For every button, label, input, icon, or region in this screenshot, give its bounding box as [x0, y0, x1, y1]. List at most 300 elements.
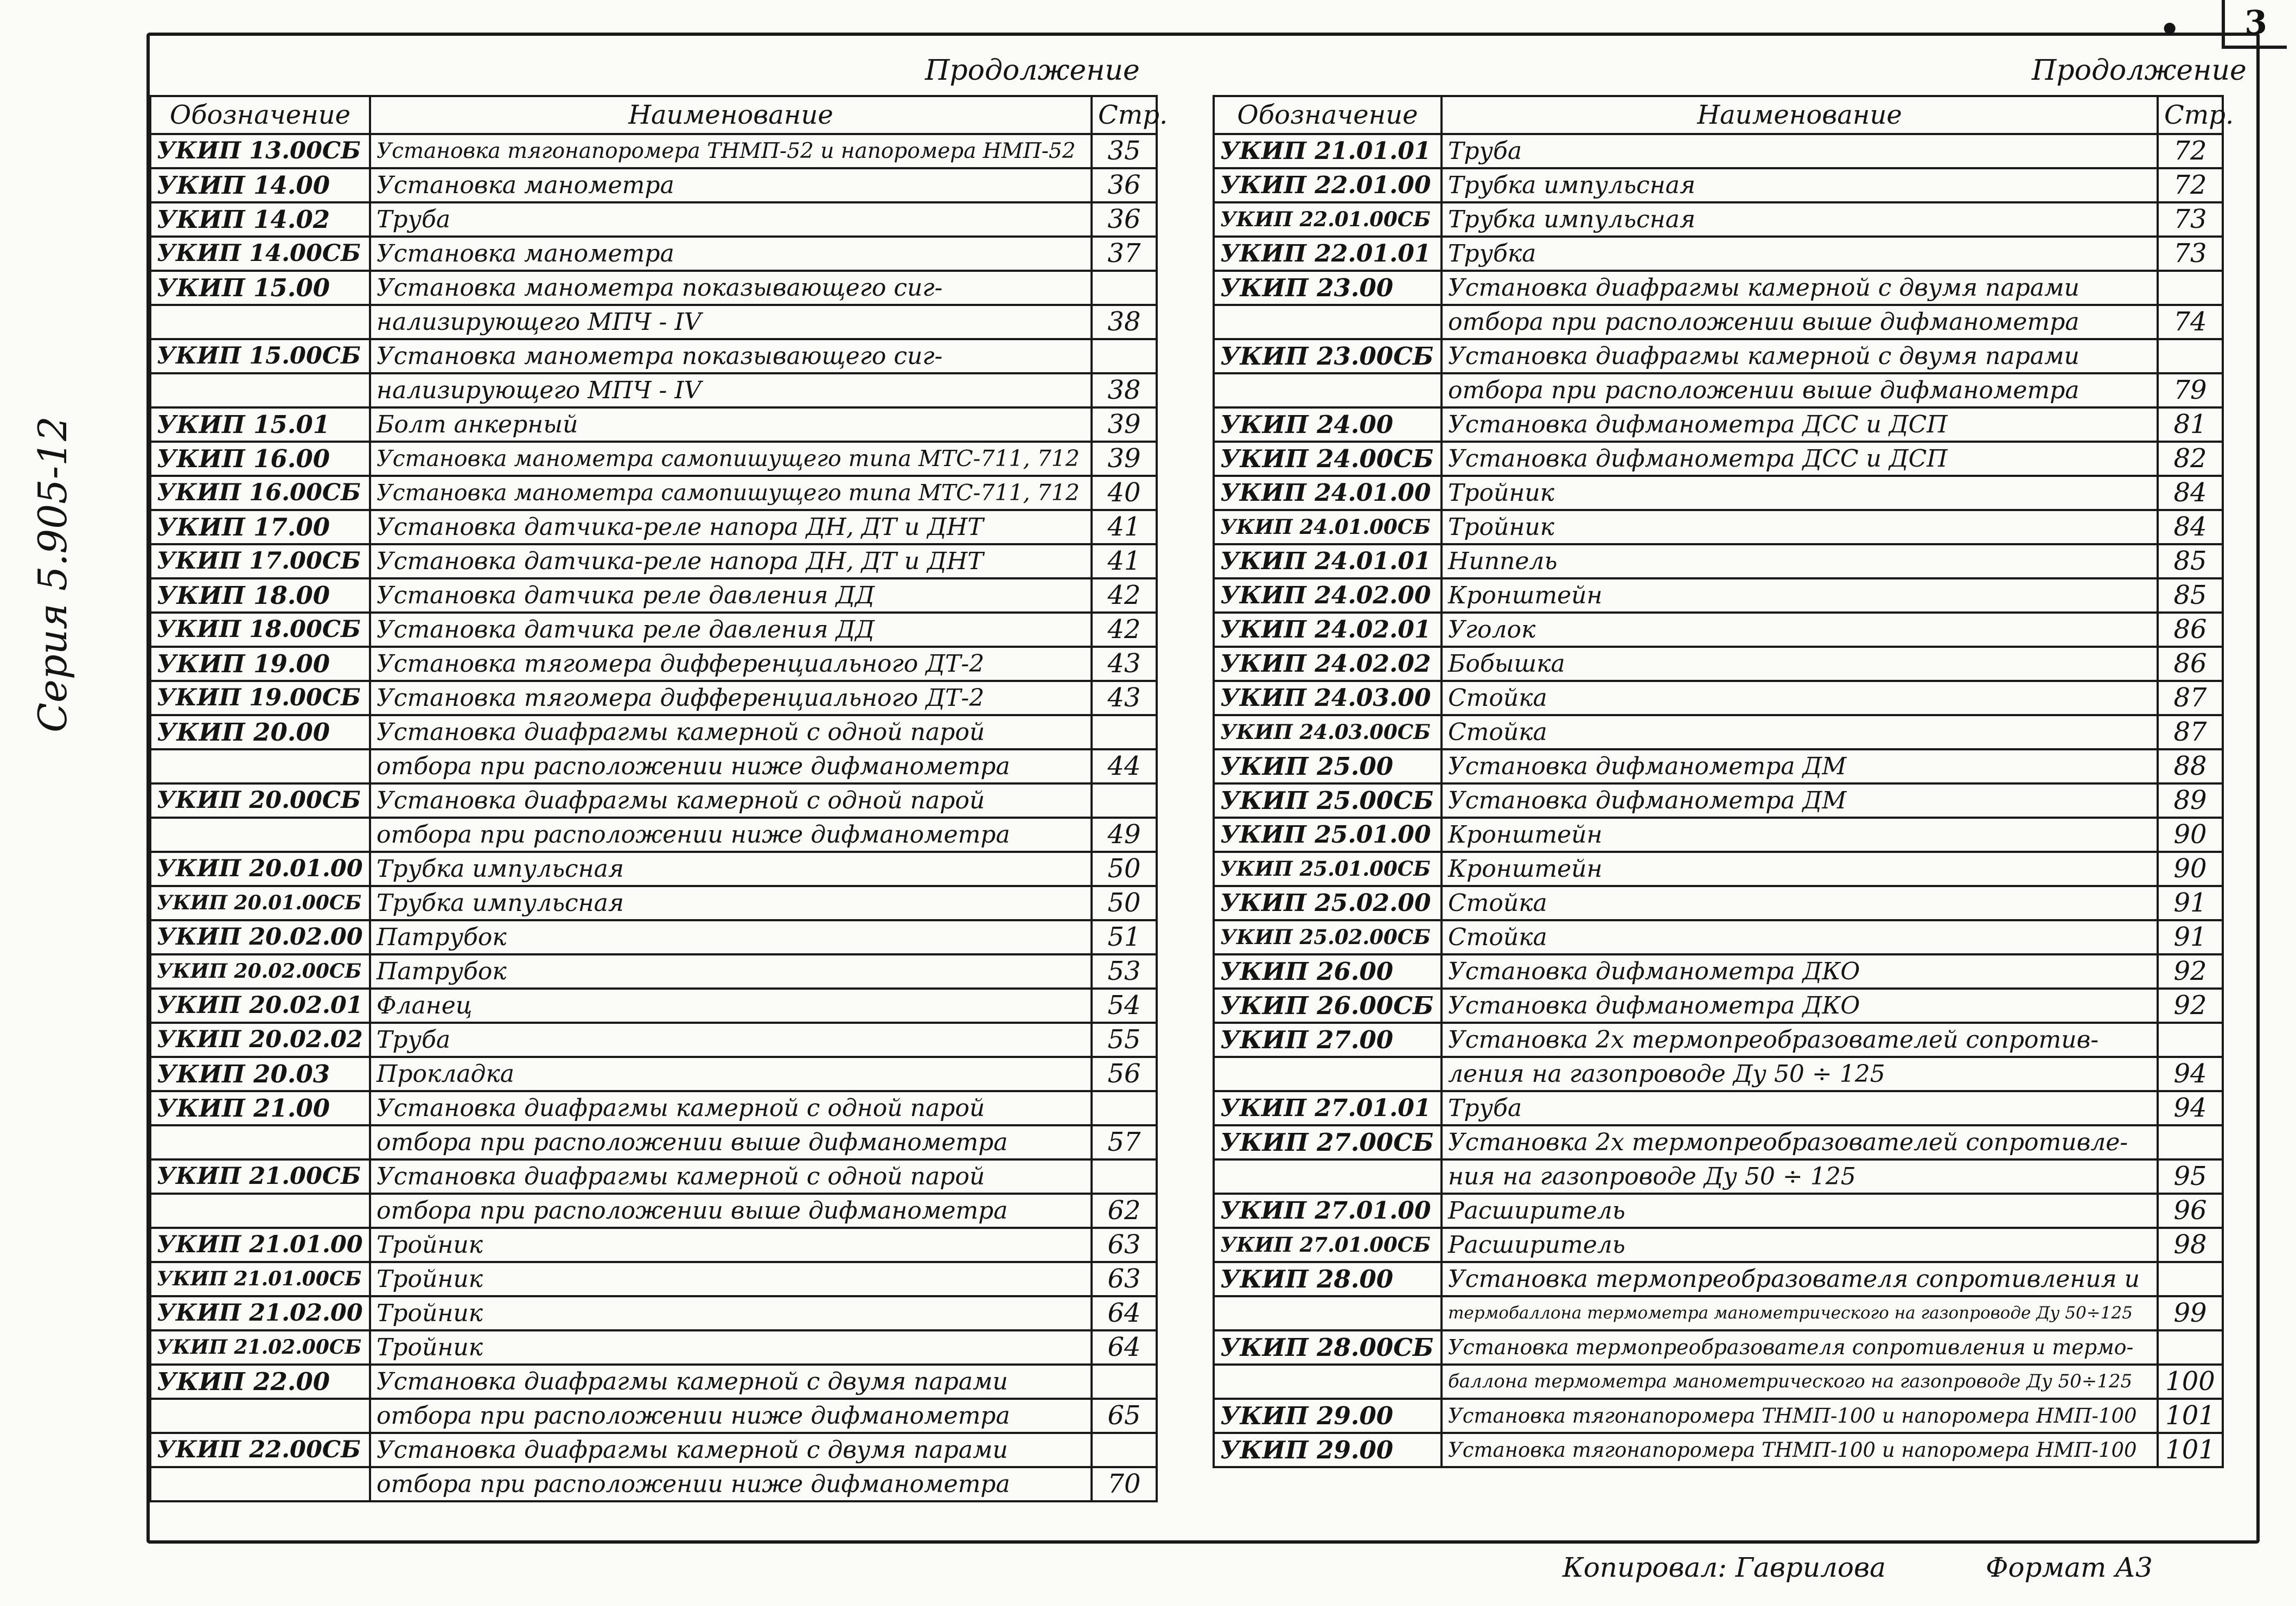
table-row — [1214, 920, 2223, 954]
cell-name: Патрубок — [370, 954, 1092, 989]
cell-name: Установка тягомера дифференциального ДТ-2 — [370, 647, 1092, 681]
cell-page — [2158, 1125, 2223, 1159]
table-row — [150, 476, 1157, 510]
table-row — [1214, 647, 2223, 681]
table-row — [1214, 1091, 2223, 1125]
cell-code: УКИП 24.02.02 — [1214, 647, 1442, 681]
cell-code: УКИП 23.00СБ — [1214, 339, 1442, 373]
cell-code: УКИП 22.01.00СБ — [1214, 202, 1442, 237]
cell-code: УКИП 14.00 — [150, 168, 370, 202]
cell-page: 36 — [1092, 168, 1157, 202]
table-row — [1214, 818, 2223, 852]
cell-code: УКИП 27.01.00СБ — [1214, 1228, 1442, 1262]
cell-page: 101 — [2158, 1399, 2223, 1433]
cell-name: Фланец — [370, 989, 1092, 1023]
cell-name: Труба — [1442, 1091, 2158, 1125]
cell-code — [150, 373, 370, 407]
cell-name: Установка дифманометра ДМ — [1442, 783, 2158, 818]
cell-name: Тройник — [370, 1296, 1092, 1330]
table-row — [150, 1228, 1157, 1262]
cell-code: УКИП 20.02.01 — [150, 989, 370, 1023]
table-row — [1214, 339, 2223, 373]
cell-page: 57 — [1092, 1125, 1157, 1159]
table-row — [1214, 783, 2223, 818]
cell-name: Стойка — [1442, 920, 2158, 954]
cell-name: Бобышка — [1442, 647, 2158, 681]
cell-page: 86 — [2158, 647, 2223, 681]
cell-name: Установка тягонапоромера ТНМП-100 и напоромера НМП-100 — [1442, 1399, 2158, 1433]
cell-name: Стойка — [1442, 886, 2158, 920]
cell-name: Установка диафрагмы камерной с двумя парами — [1442, 339, 2158, 373]
cell-name: Стойка — [1442, 715, 2158, 749]
left-index-table — [149, 95, 1168, 1502]
cell-page: 79 — [2158, 373, 2223, 407]
table-row — [150, 613, 1157, 647]
table-row — [150, 168, 1157, 202]
cell-page: 90 — [2158, 818, 2223, 852]
cell-code: УКИП 20.02.00 — [150, 920, 370, 954]
cell-name: отбора при расположении ниже дифманометра — [370, 749, 1092, 783]
table-row — [1214, 749, 2223, 783]
cell-code: УКИП 22.01.01 — [1214, 237, 1442, 271]
table-row — [150, 510, 1157, 544]
cell-name: Уголок — [1442, 613, 2158, 647]
left-table-header — [150, 96, 1157, 134]
table-row — [1214, 373, 2223, 407]
cell-code: УКИП 20.00 — [150, 715, 370, 749]
cell-name: отбора при расположении выше дифманометра — [370, 1125, 1092, 1159]
table-row — [150, 202, 1157, 237]
cell-code: УКИП 28.00СБ — [1214, 1330, 1442, 1365]
cell-page: 94 — [2158, 1057, 2223, 1091]
cell-page: 64 — [1092, 1330, 1157, 1365]
table-row — [150, 647, 1157, 681]
cell-name: Установка манометра самопишущего типа МТС-711, 712 — [370, 476, 1092, 510]
cell-page: 89 — [2158, 783, 2223, 818]
cell-page: 43 — [1092, 647, 1157, 681]
cell-code — [1214, 1296, 1442, 1330]
cell-code: УКИП 16.00 — [150, 442, 370, 476]
cell-code — [1214, 305, 1442, 339]
table-row — [1214, 1023, 2223, 1057]
cell-code: УКИП 21.02.00СБ — [150, 1330, 370, 1365]
table-row — [150, 442, 1157, 476]
table-row — [150, 920, 1157, 954]
header-page: Стр. — [1092, 96, 1157, 134]
table-row — [1214, 1433, 2223, 1467]
cell-name: Установка диафрагмы камерной с одной парой — [370, 1159, 1092, 1194]
cell-page: 40 — [1092, 476, 1157, 510]
cell-name: Трубка импульсная — [370, 852, 1092, 886]
cell-page: 100 — [2158, 1365, 2223, 1399]
table-row — [1214, 1330, 2223, 1365]
cell-code: УКИП 26.00 — [1214, 954, 1442, 989]
cell-name: Установка диафрагмы камерной с одной парой — [370, 715, 1092, 749]
cell-page: 73 — [2158, 202, 2223, 237]
cell-page: 50 — [1092, 852, 1157, 886]
cell-page: 54 — [1092, 989, 1157, 1023]
cell-page: 96 — [2158, 1194, 2223, 1228]
cell-name: Установка манометра самопишущего типа МТС-711, 712 — [370, 442, 1092, 476]
cell-page: 36 — [1092, 202, 1157, 237]
table-row — [150, 373, 1157, 407]
dot-mark: • — [2159, 11, 2180, 49]
table-row — [150, 271, 1157, 305]
cell-name: Тройник — [370, 1228, 1092, 1262]
cell-code: УКИП 24.01.00 — [1214, 476, 1442, 510]
cell-page: 42 — [1092, 578, 1157, 613]
series-label: Серия 5.905-12 — [30, 416, 75, 732]
table-row — [150, 1467, 1157, 1501]
cell-code: УКИП 29.00 — [1214, 1399, 1442, 1433]
table-row — [1214, 544, 2223, 578]
table-row — [150, 1091, 1157, 1125]
table-row — [1214, 305, 2223, 339]
cell-code — [1214, 1057, 1442, 1091]
header-name: Наименование — [1442, 96, 2158, 134]
table-row — [150, 1057, 1157, 1091]
cell-name: Установка манометра показывающего сиг- — [370, 271, 1092, 305]
cell-page — [1092, 715, 1157, 749]
table-row — [150, 886, 1157, 920]
cell-name: Установка дифманометра ДСС и ДСП — [1442, 442, 2158, 476]
right-table-header — [1214, 96, 2223, 134]
table-row — [1214, 613, 2223, 647]
cell-page: 72 — [2158, 168, 2223, 202]
cell-name: Установка 2х термопреобразователей сопротив- — [1442, 1023, 2158, 1057]
header-page: Стр. — [2158, 96, 2223, 134]
cell-name: ления на газопроводе Ду 50 ÷ 125 — [1442, 1057, 2158, 1091]
cell-code: УКИП 18.00 — [150, 578, 370, 613]
cell-code: УКИП 20.01.00СБ — [150, 886, 370, 920]
cell-name: Установка датчика-реле напора ДН, ДТ и ДНТ — [370, 544, 1092, 578]
cell-name: Установка датчика реле давления ДД — [370, 613, 1092, 647]
cell-name: Тройник — [1442, 476, 2158, 510]
cell-page — [2158, 339, 2223, 373]
cell-name: Кронштейн — [1442, 578, 2158, 613]
cell-name: Установка термопреобразователя сопротивления и термо- — [1442, 1330, 2158, 1365]
table-row — [150, 1330, 1157, 1365]
cell-page: 82 — [2158, 442, 2223, 476]
cell-code: УКИП 21.02.00 — [150, 1296, 370, 1330]
cell-code: УКИП 24.00 — [1214, 407, 1442, 442]
table-row — [150, 237, 1157, 271]
table-row — [150, 1159, 1157, 1194]
cell-code: УКИП 24.03.00 — [1214, 681, 1442, 715]
cell-code: УКИП 25.01.00СБ — [1214, 852, 1442, 886]
cell-name: Установка тягонапоромера ТНМП-100 и напоромера НМП-100 — [1442, 1433, 2158, 1467]
cell-name: Установка датчика-реле напора ДН, ДТ и ДНТ — [370, 510, 1092, 544]
cell-page: 87 — [2158, 681, 2223, 715]
table-row — [150, 1433, 1157, 1467]
cell-name: Трубка импульсная — [370, 886, 1092, 920]
cell-page — [2158, 271, 2223, 305]
cell-name: Тройник — [1442, 510, 2158, 544]
cell-code — [150, 1125, 370, 1159]
cell-code: УКИП 25.02.00 — [1214, 886, 1442, 920]
table-row — [150, 339, 1157, 373]
cell-code: УКИП 24.01.00СБ — [1214, 510, 1442, 544]
table-row — [1214, 1399, 2223, 1433]
table-row — [1214, 1296, 2223, 1330]
cell-page: 63 — [1092, 1262, 1157, 1296]
header-name: Наименование — [370, 96, 1092, 134]
table-row — [150, 681, 1157, 715]
table-row — [1214, 989, 2223, 1023]
table-row — [150, 715, 1157, 749]
cell-code: УКИП 28.00 — [1214, 1262, 1442, 1296]
right-continuation-title: Продолжение — [2032, 54, 2247, 87]
cell-page — [1092, 1365, 1157, 1399]
table-row — [150, 1023, 1157, 1057]
right-index-table — [1213, 95, 2234, 1468]
cell-page: 35 — [1092, 134, 1157, 168]
cell-name: Расширитель — [1442, 1194, 2158, 1228]
cell-code: УКИП 16.00СБ — [150, 476, 370, 510]
cell-name: Труба — [1442, 134, 2158, 168]
table-row — [1214, 168, 2223, 202]
cell-name: Установка датчика реле давления ДД — [370, 578, 1092, 613]
cell-name: термобаллона термометра манометрического на газопроводе Ду 50÷125 — [1442, 1296, 2158, 1330]
cell-page — [2158, 1262, 2223, 1296]
cell-code: УКИП 26.00СБ — [1214, 989, 1442, 1023]
cell-name: Кронштейн — [1442, 818, 2158, 852]
table-row — [1214, 1228, 2223, 1262]
cell-page: 95 — [2158, 1159, 2223, 1194]
cell-name: Кронштейн — [1442, 852, 2158, 886]
cell-page: 73 — [2158, 237, 2223, 271]
table-row — [1214, 715, 2223, 749]
cell-name: отбора при расположении выше дифманометра — [1442, 305, 2158, 339]
cell-name: Установка термопреобразователя сопротивления и — [1442, 1262, 2158, 1296]
cell-code — [150, 1467, 370, 1501]
cell-code: УКИП 21.01.00 — [150, 1228, 370, 1262]
table-row — [1214, 954, 2223, 989]
cell-code: УКИП 29.00 — [1214, 1433, 1442, 1467]
cell-page: 85 — [2158, 578, 2223, 613]
cell-name: Тройник — [370, 1330, 1092, 1365]
cell-name: Ниппель — [1442, 544, 2158, 578]
cell-page: 64 — [1092, 1296, 1157, 1330]
table-row — [150, 989, 1157, 1023]
cell-name: Установка 2х термопреобразователей сопротивле- — [1442, 1125, 2158, 1159]
cell-page: 99 — [2158, 1296, 2223, 1330]
table-row — [1214, 442, 2223, 476]
cell-page: 49 — [1092, 818, 1157, 852]
cell-name: Расширитель — [1442, 1228, 2158, 1262]
cell-page: 53 — [1092, 954, 1157, 989]
cell-code — [150, 1399, 370, 1433]
cell-name: Трубка импульсная — [1442, 202, 2158, 237]
cell-code: УКИП 24.02.00 — [1214, 578, 1442, 613]
cell-name: отбора при расположении ниже дифманометра — [370, 818, 1092, 852]
cell-name: Установка тягомера дифференциального ДТ-2 — [370, 681, 1092, 715]
cell-page: 87 — [2158, 715, 2223, 749]
table-row — [150, 407, 1157, 442]
cell-code: УКИП 24.00СБ — [1214, 442, 1442, 476]
cell-name: Стойка — [1442, 681, 2158, 715]
cell-page: 74 — [2158, 305, 2223, 339]
cell-code: УКИП 23.00 — [1214, 271, 1442, 305]
cell-code: УКИП 27.00 — [1214, 1023, 1442, 1057]
cell-name: Установка дифманометра ДСС и ДСП — [1442, 407, 2158, 442]
table-row — [150, 852, 1157, 886]
cell-name: Установка манометра показывающего сиг- — [370, 339, 1092, 373]
cell-page: 90 — [2158, 852, 2223, 886]
cell-code — [150, 305, 370, 339]
table-row — [150, 954, 1157, 989]
cell-name: Установка диафрагмы камерной с одной парой — [370, 783, 1092, 818]
cell-code: УКИП 27.01.00 — [1214, 1194, 1442, 1228]
table-row — [1214, 202, 2223, 237]
cell-page: 92 — [2158, 954, 2223, 989]
table-row — [1214, 1365, 2223, 1399]
cell-name: Установка дифманометра ДКО — [1442, 954, 2158, 989]
cell-page: 84 — [2158, 476, 2223, 510]
cell-name: Патрубок — [370, 920, 1092, 954]
cell-code: УКИП 18.00СБ — [150, 613, 370, 647]
cell-name: отбора при расположении выше дифманометра — [370, 1194, 1092, 1228]
cell-page: 41 — [1092, 510, 1157, 544]
cell-code: УКИП 13.00СБ — [150, 134, 370, 168]
cell-page: 98 — [2158, 1228, 2223, 1262]
cell-page: 55 — [1092, 1023, 1157, 1057]
cell-code: УКИП 20.03 — [150, 1057, 370, 1091]
cell-page: 37 — [1092, 237, 1157, 271]
table-row — [1214, 1159, 2223, 1194]
cell-page: 65 — [1092, 1399, 1157, 1433]
cell-code: УКИП 22.01.00 — [1214, 168, 1442, 202]
cell-page: 43 — [1092, 681, 1157, 715]
table-row — [150, 1125, 1157, 1159]
cell-page: 39 — [1092, 407, 1157, 442]
table-row — [150, 1399, 1157, 1433]
header-code: Обозначение — [1214, 96, 1442, 134]
cell-code — [150, 749, 370, 783]
cell-name: Болт анкерный — [370, 407, 1092, 442]
copied-by-note: Копировал: Гаврилова — [1562, 1552, 1886, 1583]
cell-name: Установка диафрагмы камерной с одной парой — [370, 1091, 1092, 1125]
cell-code: УКИП 25.01.00 — [1214, 818, 1442, 852]
cell-code: УКИП 19.00 — [150, 647, 370, 681]
cell-name: нализирующего МПЧ - IV — [370, 373, 1092, 407]
cell-name: Установка манометра — [370, 237, 1092, 271]
cell-page — [1092, 783, 1157, 818]
cell-page — [2158, 1330, 2223, 1365]
cell-name: нализирующего МПЧ - IV — [370, 305, 1092, 339]
cell-code: УКИП 25.00 — [1214, 749, 1442, 783]
left-continuation-title: Продолжение — [925, 54, 1140, 87]
table-row — [150, 818, 1157, 852]
cell-page — [1092, 1433, 1157, 1467]
header-code: Обозначение — [150, 96, 370, 134]
cell-code: УКИП 20.02.02 — [150, 1023, 370, 1057]
cell-code: УКИП 15.00 — [150, 271, 370, 305]
table-row — [150, 134, 1157, 168]
cell-code: УКИП 21.01.00СБ — [150, 1262, 370, 1296]
cell-name: Установка диафрагмы камерной с двумя парами — [1442, 271, 2158, 305]
cell-code — [150, 1194, 370, 1228]
cell-page: 50 — [1092, 886, 1157, 920]
cell-name: отбора при расположении ниже дифманометра — [370, 1467, 1092, 1501]
cell-code — [1214, 1365, 1442, 1399]
cell-code: УКИП 14.00СБ — [150, 237, 370, 271]
cell-name: Трубка — [1442, 237, 2158, 271]
cell-name: Установка диафрагмы камерной с двумя парами — [370, 1365, 1092, 1399]
cell-code: УКИП 21.00 — [150, 1091, 370, 1125]
cell-page: 91 — [2158, 920, 2223, 954]
cell-name: Установка манометра — [370, 168, 1092, 202]
cell-page: 70 — [1092, 1467, 1157, 1501]
cell-page: 51 — [1092, 920, 1157, 954]
cell-page — [1092, 339, 1157, 373]
cell-code: УКИП 25.02.00СБ — [1214, 920, 1442, 954]
sheet-format: Формат А3 — [1986, 1552, 2153, 1583]
cell-code: УКИП 20.01.00 — [150, 852, 370, 886]
cell-page: 72 — [2158, 134, 2223, 168]
cell-page: 62 — [1092, 1194, 1157, 1228]
cell-page — [1092, 271, 1157, 305]
table-row — [1214, 1262, 2223, 1296]
table-row — [1214, 1194, 2223, 1228]
cell-code: УКИП 20.00СБ — [150, 783, 370, 818]
table-row — [150, 749, 1157, 783]
cell-page: 63 — [1092, 1228, 1157, 1262]
cell-name: Труба — [370, 202, 1092, 237]
cell-page — [1092, 1091, 1157, 1125]
cell-code: УКИП 21.00СБ — [150, 1159, 370, 1194]
table-row — [1214, 1057, 2223, 1091]
table-row — [150, 1262, 1157, 1296]
table-row — [1214, 510, 2223, 544]
cell-page: 85 — [2158, 544, 2223, 578]
cell-page — [2158, 1023, 2223, 1057]
cell-name: ния на газопроводе Ду 50 ÷ 125 — [1442, 1159, 2158, 1194]
cell-code: УКИП 24.03.00СБ — [1214, 715, 1442, 749]
cell-name: Установка дифманометра ДКО — [1442, 989, 2158, 1023]
table-row — [1214, 578, 2223, 613]
table-row — [150, 1365, 1157, 1399]
table-row — [150, 544, 1157, 578]
table-row — [1214, 134, 2223, 168]
cell-code: УКИП 20.02.00СБ — [150, 954, 370, 989]
table-row — [150, 578, 1157, 613]
cell-page — [1092, 1159, 1157, 1194]
cell-name: Прокладка — [370, 1057, 1092, 1091]
cell-name: Труба — [370, 1023, 1092, 1057]
cell-code: УКИП 15.01 — [150, 407, 370, 442]
table-row — [1214, 852, 2223, 886]
cell-page: 92 — [2158, 989, 2223, 1023]
cell-page: 42 — [1092, 613, 1157, 647]
table-row — [150, 1296, 1157, 1330]
cell-name: Трубка импульсная — [1442, 168, 2158, 202]
cell-code: УКИП 24.01.01 — [1214, 544, 1442, 578]
cell-name: отбора при расположении ниже дифманометра — [370, 1399, 1092, 1433]
cell-code: УКИП 21.01.01 — [1214, 134, 1442, 168]
cell-page: 81 — [2158, 407, 2223, 442]
table-row — [150, 305, 1157, 339]
cell-code — [1214, 373, 1442, 407]
cell-page: 56 — [1092, 1057, 1157, 1091]
cell-code: УКИП 17.00СБ — [150, 544, 370, 578]
cell-page: 39 — [1092, 442, 1157, 476]
cell-page: 38 — [1092, 305, 1157, 339]
cell-page: 44 — [1092, 749, 1157, 783]
table-row — [1214, 237, 2223, 271]
cell-name: баллона термометра манометрического на газопроводе Ду 50÷125 — [1442, 1365, 2158, 1399]
cell-code: УКИП 25.00СБ — [1214, 783, 1442, 818]
